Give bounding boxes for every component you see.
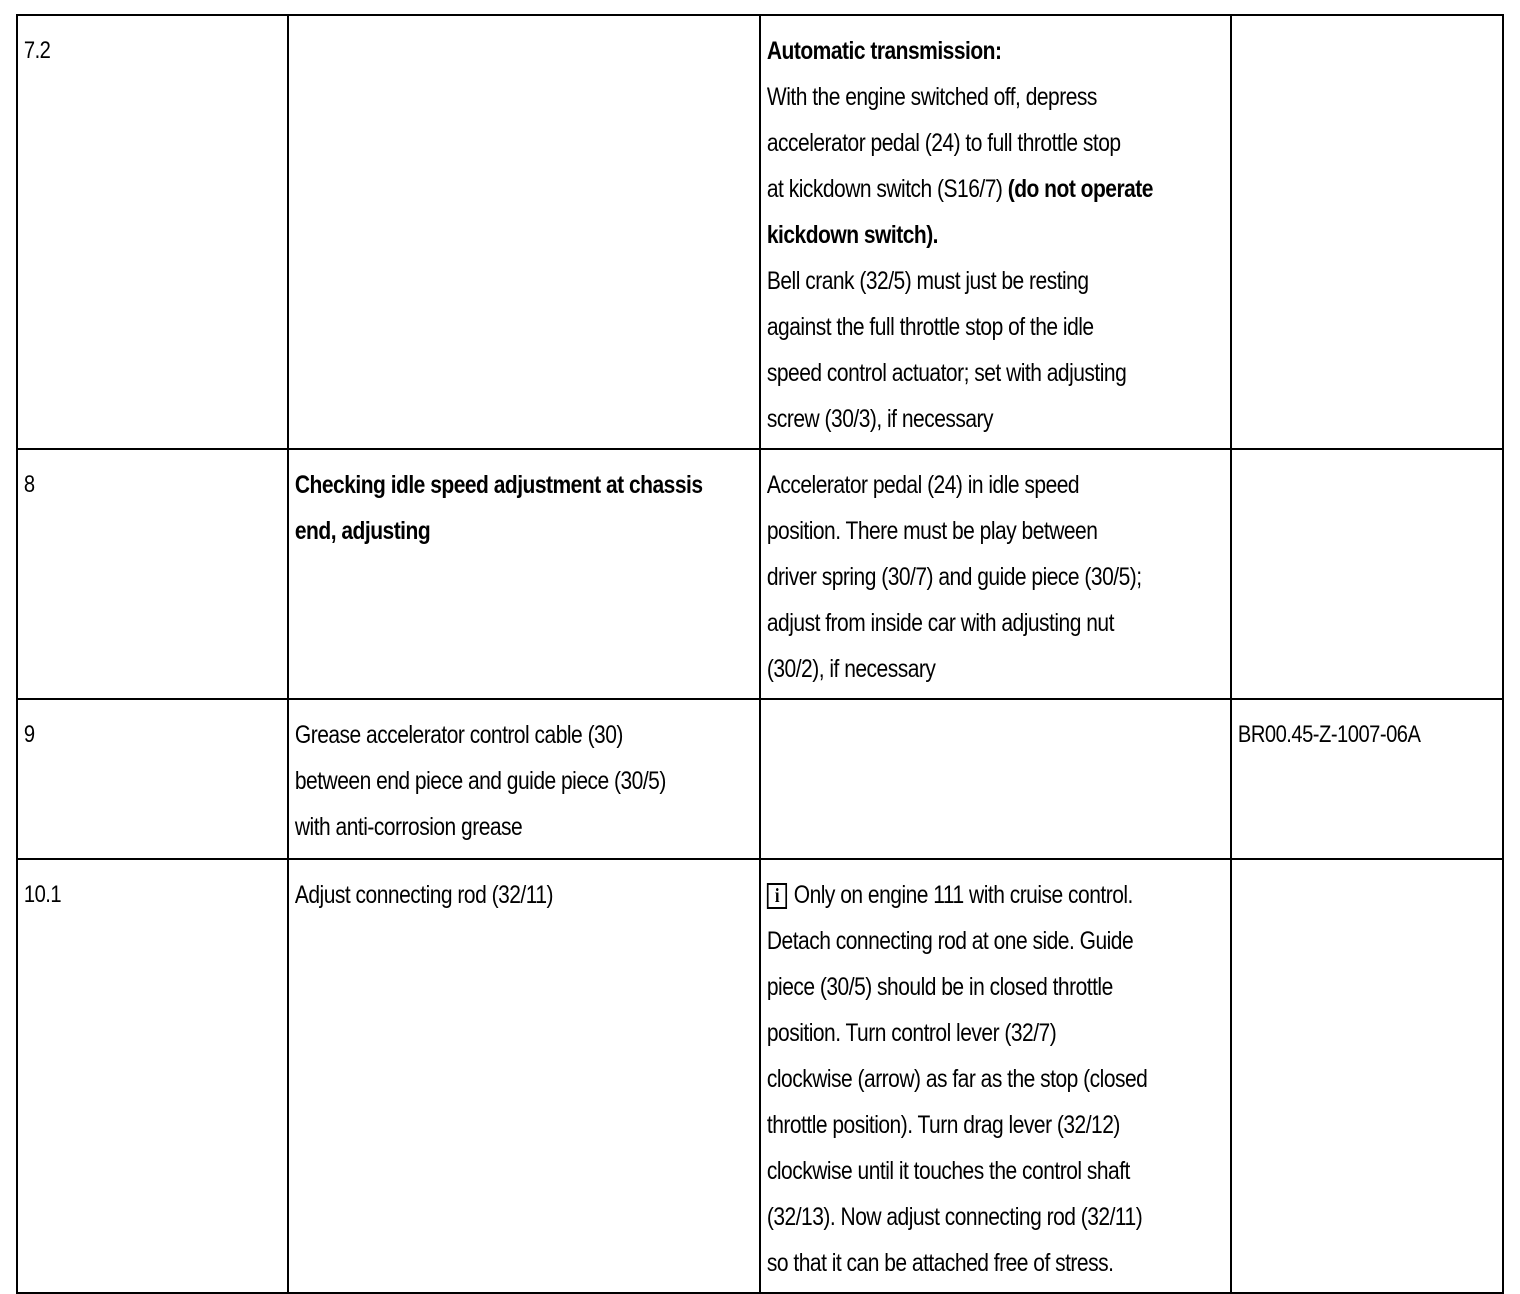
table-row	[17, 699, 1503, 859]
operation-line: Checking idle speed adjustment at chassis	[294, 471, 703, 499]
operation-cell	[288, 699, 760, 859]
operation-cell	[288, 15, 760, 449]
note-line: piece (30/5) should be in closed throttle	[766, 973, 1113, 1001]
procedure-table	[16, 14, 1504, 1294]
operation-line: Grease accelerator control cable (30)	[294, 721, 623, 749]
note-heading: Automatic transmission:	[766, 37, 1002, 65]
operation-line: with anti-corrosion grease	[294, 813, 523, 841]
note-cell	[760, 449, 1231, 699]
step-number: 10.1	[23, 881, 62, 908]
note-line	[767, 166, 1231, 212]
note-line: clockwise until it touches the control shaft	[766, 1157, 1130, 1185]
note-line: kickdown switch).	[766, 221, 939, 249]
operation-line: between end piece and guide piece (30/5)	[294, 767, 666, 795]
note-line: against the full throttle stop of the idle	[766, 313, 1094, 341]
note-line: driver spring (30/7) and guide piece (30/5);	[766, 563, 1142, 591]
step-cell	[17, 859, 288, 1293]
note-line: Accelerator pedal (24) in idle speed	[766, 471, 1080, 499]
note-line: Detach connecting rod at one side. Guide	[766, 927, 1134, 955]
reference-cell	[1231, 699, 1503, 859]
note-line: so that it can be attached free of stress.	[766, 1249, 1114, 1277]
note-line: speed control actuator; set with adjusting	[766, 359, 1127, 387]
note-line: accelerator pedal (24) to full throttle stop	[766, 129, 1121, 157]
note-line	[767, 872, 1231, 918]
table-row	[17, 15, 1503, 449]
note-line: (32/13). Now adjust connecting rod (32/11)	[766, 1203, 1143, 1231]
note-line: position. There must be play between	[766, 517, 1098, 545]
note-cell	[760, 859, 1231, 1293]
note-cell	[760, 15, 1231, 449]
operation-cell	[288, 449, 760, 699]
table-row	[17, 859, 1503, 1293]
info-icon: i	[767, 883, 787, 909]
note-line-text: at kickdown switch (S16/7)	[766, 175, 1008, 203]
note-line-text: Only on engine 111 with cruise control.	[793, 881, 1133, 909]
reference-cell	[1231, 859, 1503, 1293]
reference-cell	[1231, 449, 1503, 699]
note-line: position. Turn control lever (32/7)	[766, 1019, 1057, 1047]
operation-cell	[288, 859, 760, 1293]
step-number: 9	[23, 721, 35, 748]
note-cell	[760, 699, 1231, 859]
note-line: With the engine switched off, depress	[766, 83, 1097, 111]
note-line: throttle position). Turn drag lever (32/12)	[766, 1111, 1120, 1139]
table-row	[17, 449, 1503, 699]
reference-cell	[1231, 15, 1503, 449]
step-cell	[17, 15, 288, 449]
note-line: adjust from inside car with adjusting nut	[766, 609, 1114, 637]
step-cell	[17, 699, 288, 859]
reference-document-link[interactable]: BR00.45-Z-1007-06A	[1237, 721, 1421, 748]
note-line: screw (30/3), if necessary	[766, 405, 994, 433]
step-number: 7.2	[23, 37, 51, 64]
note-line-emphasis: (do not operate	[1007, 175, 1153, 203]
note-line: Bell crank (32/5) must just be resting	[766, 267, 1089, 295]
note-line: clockwise (arrow) as far as the stop (closed	[766, 1065, 1148, 1093]
step-cell	[17, 449, 288, 699]
operation-line: Adjust connecting rod (32/11)	[294, 881, 554, 909]
step-number: 8	[23, 471, 35, 498]
operation-line: end, adjusting	[294, 517, 431, 545]
note-line: (30/2), if necessary	[766, 655, 936, 683]
